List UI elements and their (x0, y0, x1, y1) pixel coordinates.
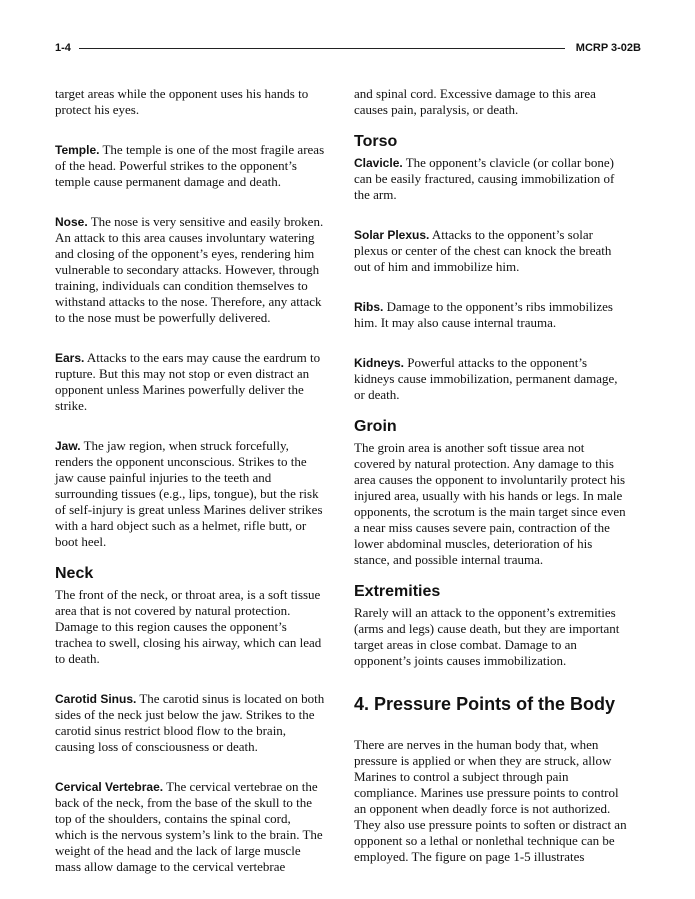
section-heading-pressure-points: 4. Pressure Points of the Body (354, 694, 616, 714)
jaw-text: The jaw region, when struck forcefully, renders the opponent unconscious. Strikes to the jaw cause painful injuries to the teeth and surrounding tissues (e.g., lips, tongue), but the risk of self-injury is great unless Marines deliver strikes with a hard object such as a helmet, rifle butt, or boot heel. (55, 438, 323, 549)
solar-plexus-term: Solar Plexus. (354, 228, 430, 242)
neck-heading: Neck (55, 565, 94, 582)
groin-paragraph: The groin area is another soft tissue area not covered by natural protection. Any damage to this area causes the opponent to involuntarily protect his injured area, usually with his hands or legs. In male opponents, the scrotum is the main target since even a near miss causes severe pain, contraction of the lower abdominal muscles, deterioration of his stance, and possible internal trauma. (354, 440, 626, 567)
kidneys-text: Powerful attacks to the opponent’s kidneys cause immobilization, permanent damage, or death. (354, 355, 618, 402)
clavicle-term: Clavicle. (354, 156, 403, 170)
jaw-paragraph (55, 438, 325, 550)
ribs-term: Ribs. (354, 300, 384, 314)
ears-paragraph (55, 350, 325, 414)
continuation-paragraph: and spinal cord. Excessive damage to this area causes pain, paralysis, or death. (354, 86, 596, 117)
cervical-text: The cervical vertebrae on the back of the neck, from the base of the skull to the top of the shoulders, contains the spinal cord, which is the nervous system’s link to the brain. The weight of the head and the lack of large muscle mass allow damage to the cervical vertebrae (55, 779, 323, 874)
carotid-term: Carotid Sinus. (55, 692, 137, 706)
clavicle-paragraph (354, 155, 627, 203)
ribs-paragraph (354, 299, 627, 331)
kidneys-paragraph (354, 355, 627, 403)
right-column (354, 86, 627, 889)
intro-paragraph: target areas while the opponent uses his hands to protect his eyes. (55, 86, 309, 117)
neck-paragraph: The front of the neck, or throat area, is a soft tissue area that is not covered by natural protection. Damage to this region causes the opponent’s trachea to swell, closing his airway, which can lead to death. (55, 587, 322, 666)
clavicle-text: The opponent’s clavicle (or collar bone) can be easily fractured, causing immobilization of the arm. (354, 155, 615, 202)
header-rule (79, 48, 565, 49)
carotid-text: The carotid sinus is located on both sides of the neck just below the jaw. Strikes to the carotid sinus restrict blood flow to the brain, causing loss of consciousness or death. (55, 691, 325, 754)
temple-paragraph (55, 142, 325, 190)
solar-plexus-paragraph (354, 227, 627, 275)
page-number: 1-4 (55, 42, 71, 54)
ribs-text: Damage to the opponent’s ribs immobilizes him. It may also cause internal trauma. (354, 299, 613, 330)
nose-paragraph (55, 214, 325, 326)
nose-text: The nose is very sensitive and easily broken. An attack to this area causes involuntary watering and closing of the opponent’s eyes, rendering him vulnerable to secondary attacks. However, through training, individuals can condition themselves to withstand attacks to the nose. Therefore, any attack to the nose must be powerfully delivered. (55, 214, 324, 325)
extremities-paragraph: Rarely will an attack to the opponent’s extremities (arms and legs) cause death, but they are important target areas in close combat. Damage to an opponent’s joints causes immobilization. (354, 605, 620, 668)
cervical-paragraph (55, 779, 325, 875)
temple-text: The temple is one of the most fragile areas of the head. Powerful strikes to the opponent’s temple cause permanent damage and death. (55, 142, 325, 189)
left-column (55, 86, 325, 899)
solar-plexus-text: Attacks to the opponent’s solar plexus or center of the chest can knock the breath out of him and immobilize him. (354, 227, 612, 274)
ears-term: Ears. (55, 351, 85, 365)
temple-term: Temple. (55, 143, 100, 157)
jaw-term: Jaw. (55, 439, 81, 453)
document-id: MCRP 3-02B (575, 42, 641, 54)
carotid-paragraph (55, 691, 325, 755)
groin-heading: Groin (354, 418, 397, 435)
ears-text: Attacks to the ears may cause the eardrum to rupture. But this may not stop or even distract an opponent unless Marines powerfully deliver the strike. (55, 350, 321, 413)
cervical-term: Cervical Vertebrae. (55, 780, 164, 794)
extremities-heading: Extremities (354, 583, 441, 600)
page-header (55, 40, 641, 58)
kidneys-term: Kidneys. (354, 356, 405, 370)
nose-term: Nose. (55, 215, 88, 229)
pressure-points-paragraph: There are nerves in the human body that, when pressure is applied or when they are struck, allow Marines to control a subject through pain compliance. Marines use pressure points to control an opponent when deadly force is not authorized. They also use pressure points to soften or distract an opponent so a lethal or nonlethal technique can be employed. The figure on page 1-5 illustrates (354, 737, 627, 864)
torso-heading: Torso (354, 133, 398, 150)
